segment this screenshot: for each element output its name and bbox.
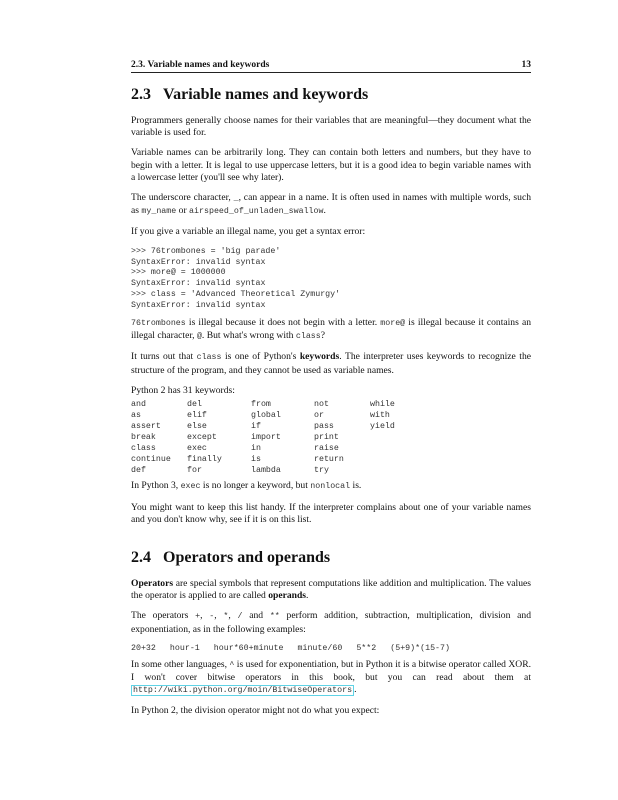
code-line: SyntaxError: invalid syntax	[131, 301, 266, 311]
keyword-cell: pass	[314, 421, 334, 431]
keyword-cell: or	[314, 410, 324, 420]
keyword-cell: except	[187, 432, 217, 442]
text: is illegal because it contains an illegal character,	[131, 317, 532, 342]
running-head-section: 2.3. Variable names and keywords	[131, 60, 270, 70]
table-row	[131, 466, 420, 477]
keyword-cell: in	[251, 443, 261, 453]
paragraph	[131, 659, 531, 698]
text: . The interpreter uses keywords to recognize the structure of the program, and they cannot be used as variable names.	[131, 351, 531, 376]
inline-code: +	[195, 612, 201, 622]
section-title: Operators and operands	[163, 549, 331, 567]
paragraph	[131, 578, 531, 602]
keyword-cell: raise	[314, 443, 339, 453]
paragraph	[131, 480, 531, 493]
keyword-cell: assert	[131, 421, 161, 431]
paragraph: Programmers generally choose names for their variables that are meaningful—they document what the variable is used for.	[131, 115, 531, 139]
keyword-cell: import	[251, 432, 281, 442]
page	[131, 60, 531, 726]
text: , can appear in a name. It is often used in names with multiple words, such as	[131, 192, 531, 217]
keyword-cell: lambda	[251, 465, 281, 475]
inline-code: *	[223, 612, 229, 622]
table-row	[131, 422, 420, 433]
keyword-cell: from	[251, 400, 271, 410]
text: The operators	[131, 610, 196, 622]
inline-code: **	[269, 612, 280, 622]
keywords-table	[131, 400, 420, 476]
paragraph: In Python 2, the division operator might not do what you expect:	[131, 705, 380, 717]
keyword-cell: exec	[187, 443, 207, 453]
inline-code: nonlocal	[310, 482, 351, 492]
paragraph: You might want to keep this list handy. If the interpreter complains about one of your variable names and you don't know why, see if it is on this list.	[131, 501, 531, 525]
text: The underscore character,	[131, 192, 234, 204]
running-head	[131, 60, 531, 73]
table-row	[131, 444, 420, 455]
code-line: >>> more@ = 1000000	[131, 268, 226, 278]
section-heading	[131, 85, 531, 105]
paragraph: If you give a variable an illegal name, you get a syntax error:	[131, 226, 366, 238]
text: In Python 3,	[131, 480, 181, 492]
paragraph	[131, 192, 531, 218]
paragraph: Variable names can be arbitrarily long. They can contain both letters and numbers, but they have to begin with a letter. It is legal to use uppercase letters, but it is a good idea to begin variable names with a lowercase letter (you'll see why later).	[131, 147, 531, 183]
keyword-cell: try	[314, 465, 329, 475]
inline-code: -	[209, 612, 215, 622]
keyword-cell	[370, 455, 420, 466]
inline-code: exec	[180, 482, 201, 492]
inline-code: ^	[229, 660, 235, 670]
paragraph	[131, 317, 531, 343]
keyword-cell: print	[314, 432, 339, 442]
text: is.	[350, 480, 362, 492]
text: is used for exponentiation, but in Python it is a bitwise operator called XOR. I won't cover bitwise operators in this book, but you can read about them at	[131, 658, 531, 684]
text: .	[306, 590, 309, 602]
example-expression: 20+32	[131, 643, 156, 653]
text: .	[354, 684, 357, 696]
code-line: >>> 76trombones = 'big parade'	[131, 246, 281, 256]
inline-code: airspeed_of_unladen_swallow	[189, 207, 324, 217]
example-expression: hour-1	[169, 643, 200, 653]
keyword-cell: elif	[187, 410, 207, 420]
keyword-cell: yield	[370, 421, 395, 431]
table-row	[131, 455, 420, 466]
operator-examples	[131, 644, 531, 653]
keyword-cell: with	[370, 410, 390, 420]
example-expression: (5+9)*(15-7)	[390, 643, 450, 653]
example-expression: hour*60+minute	[213, 643, 284, 653]
inline-code: class	[295, 332, 321, 342]
text: is no longer a keyword, but	[200, 480, 311, 492]
page-number: 13	[521, 60, 531, 70]
text: is illegal because it does not begin with a letter.	[185, 317, 381, 329]
table-row	[131, 433, 420, 444]
section-heading	[131, 548, 531, 568]
text: perform addition, subtraction, multiplication, division and exponentiation, as in the following examples:	[131, 610, 531, 635]
keyword-cell: and	[131, 400, 146, 410]
text: ,	[228, 610, 238, 622]
keyword-cell: while	[370, 400, 395, 410]
keyword-cell: class	[131, 443, 156, 453]
table-row	[131, 400, 420, 411]
inline-code: 76trombones	[131, 319, 186, 329]
inline-code: more@	[380, 319, 406, 329]
text: .	[323, 205, 326, 217]
keyword-cell	[370, 444, 420, 455]
keyword-cell: del	[187, 400, 202, 410]
keyword-cell: def	[131, 465, 146, 475]
keyword-cell	[370, 466, 420, 477]
code-line: >>> class = 'Advanced Theoretical Zymurgy'	[131, 290, 341, 300]
text: or	[176, 205, 190, 217]
text: ,	[214, 610, 224, 622]
keyword-cell: as	[131, 410, 141, 420]
keyword-cell: is	[251, 454, 261, 464]
bitwise-operators-link[interactable]: http://wiki.python.org/moin/BitwiseOperators	[133, 686, 353, 696]
paragraph	[131, 351, 531, 376]
inline-code: /	[237, 612, 243, 622]
code-block	[131, 247, 531, 312]
keyword-cell: global	[251, 410, 281, 420]
text: ?	[320, 330, 326, 342]
code-line: SyntaxError: invalid syntax	[131, 279, 266, 289]
inline-code: my_name	[141, 207, 177, 217]
inline-code: class	[196, 353, 222, 363]
text: and	[242, 610, 270, 622]
text: It turns out that	[131, 351, 197, 363]
text: ,	[200, 610, 210, 622]
section-title: Variable names and keywords	[163, 86, 369, 103]
inline-code: _	[233, 194, 239, 204]
keyword-cell: continue	[131, 454, 171, 464]
section-number: 2.3	[131, 86, 151, 103]
term-operands: operands	[268, 590, 307, 602]
keyword-cell: if	[251, 421, 261, 431]
table-row	[131, 411, 420, 422]
example-expression: 5**2	[356, 643, 377, 653]
keyword-cell: not	[314, 400, 329, 410]
text: In some other languages,	[131, 658, 230, 670]
term-keywords: keywords	[299, 351, 340, 363]
code-line: SyntaxError: invalid syntax	[131, 257, 266, 267]
keyword-cell	[370, 433, 420, 444]
paragraph: Python 2 has 31 keywords:	[131, 384, 235, 396]
term-operators: Operators	[131, 578, 174, 590]
text: is one of Python's	[221, 351, 300, 363]
paragraph	[131, 610, 531, 635]
inline-code: @	[196, 332, 202, 342]
keyword-cell: break	[131, 432, 156, 442]
keyword-cell: for	[187, 465, 202, 475]
section-number: 2.4	[131, 549, 151, 567]
text: are special symbols that represent computations like addition and multiplication. The values the operator is applied to are called	[131, 578, 531, 602]
keyword-cell: finally	[187, 454, 222, 464]
example-expression: minute/60	[297, 643, 343, 653]
keyword-cell: else	[187, 421, 207, 431]
text: . But what's wrong with	[201, 330, 296, 342]
keyword-cell: return	[314, 454, 344, 464]
